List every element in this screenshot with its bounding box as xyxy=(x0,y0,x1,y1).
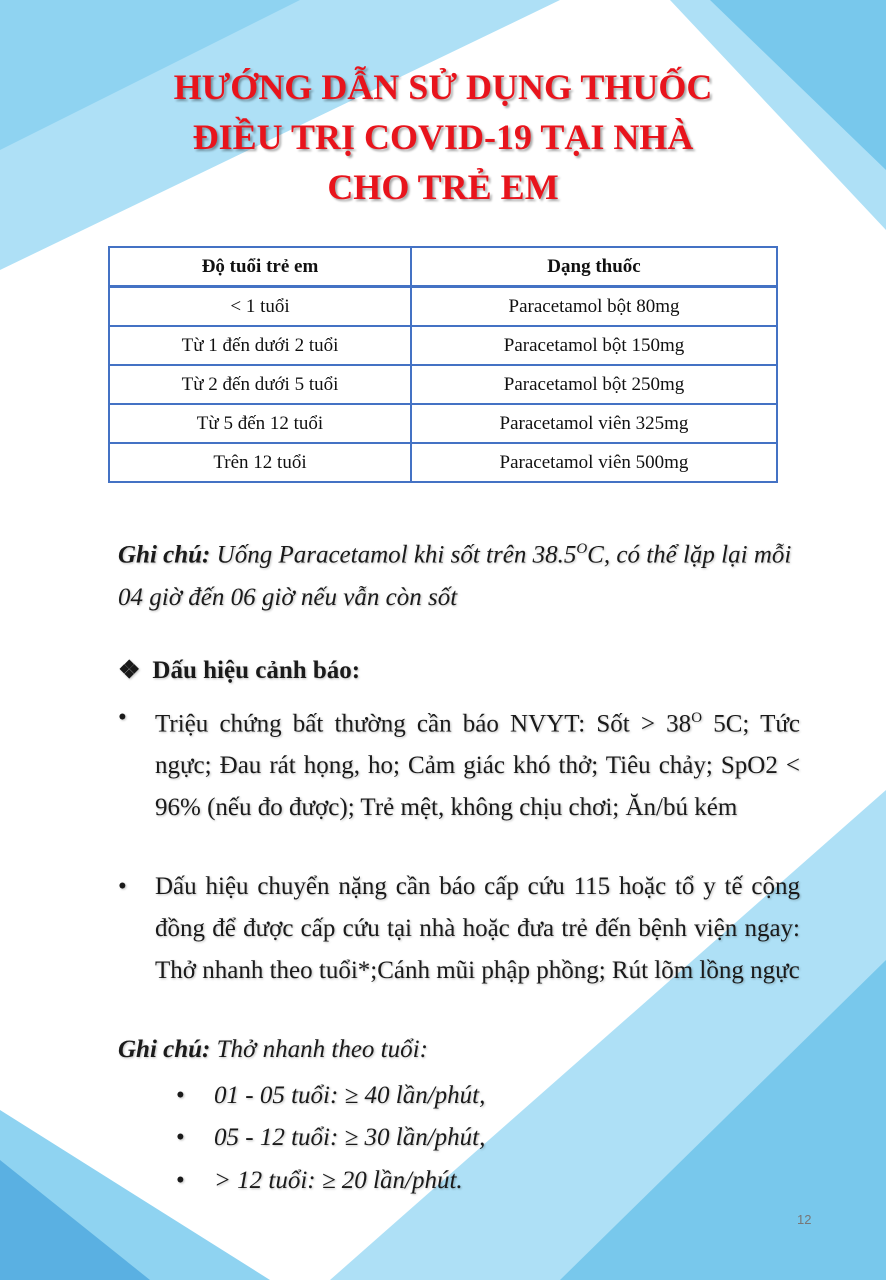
cell-age: < 1 tuổi xyxy=(109,287,411,327)
warning-heading xyxy=(118,655,360,685)
note-text-after: C, có thể lặp lại mỗi 04 giờ đến 06 giờ nếu vẫn còn sốt xyxy=(118,541,792,612)
degree-sup: O xyxy=(576,541,588,557)
table-header-row xyxy=(109,247,777,287)
title-line-2: ĐIỀU TRỊ COVID-19 TẠI NHÀ xyxy=(192,117,694,157)
title-line-3: CHO TRẺ EM xyxy=(327,167,559,207)
cell-age: Từ 2 đến dưới 5 tuổi xyxy=(109,365,411,404)
header-age: Độ tuổi trẻ em xyxy=(109,247,411,287)
cell-form: Paracetamol viên 500mg xyxy=(411,443,777,482)
bullet-dot-icon: • xyxy=(176,1124,185,1151)
title-line-1: HƯỚNG DẪN SỬ DỤNG THUỐC xyxy=(173,67,713,107)
cell-form: Paracetamol viên 325mg xyxy=(411,404,777,443)
bullet-dot-icon: • xyxy=(176,1082,185,1109)
dosage-table xyxy=(108,246,778,483)
note-label: Ghi chú: xyxy=(118,1036,211,1063)
note-label: Ghi chú: xyxy=(118,541,211,569)
table-row xyxy=(109,326,777,365)
cell-form: Paracetamol bột 250mg xyxy=(411,365,777,404)
table-row xyxy=(109,404,777,443)
cell-age: Từ 1 đến dưới 2 tuổi xyxy=(109,326,411,365)
cell-age: Trên 12 tuổi xyxy=(109,443,411,482)
fever-note xyxy=(118,528,798,619)
warning-bullet-2 xyxy=(118,866,800,992)
cell-form: Paracetamol bột 150mg xyxy=(411,326,777,365)
note-text: Thở nhanh theo tuổi: xyxy=(210,1036,428,1063)
bullet-2-text: Dấu hiệu chuyển nặng cần báo cấp cứu 115 hoặc tổ y tế cộng đồng để được cấp cứu tại nhà hoặc đưa trẻ đến bệnh viện ngay: Thở nhanh theo tuổi*;Cánh mũi phập phồng; Rút lõm lồng ngực xyxy=(155,873,800,984)
breathing-item xyxy=(176,1124,485,1152)
table-row xyxy=(109,287,777,327)
table-row xyxy=(109,443,777,482)
page-title xyxy=(0,62,886,212)
warning-bullet-1 xyxy=(118,697,800,829)
bullet-dot-icon: • xyxy=(118,873,127,900)
bullet-1-before: Triệu chứng bất thường cần báo NVYT: Sốt > 38 xyxy=(155,710,692,738)
diamond-bullet-icon: ❖ xyxy=(118,657,141,684)
breathing-item-text: 05 - 12 tuổi: ≥ 30 lần/phút, xyxy=(214,1124,486,1151)
breathing-note xyxy=(118,1036,428,1064)
degree-sup: O xyxy=(691,710,703,726)
breathing-item xyxy=(176,1167,463,1195)
bullet-1-text xyxy=(155,697,800,829)
warning-heading-text: Dấu hiệu cảnh báo: xyxy=(152,657,361,684)
breathing-item xyxy=(176,1082,485,1110)
cell-form: Paracetamol bột 80mg xyxy=(411,287,777,327)
breathing-item-text: > 12 tuổi: ≥ 20 lần/phút. xyxy=(214,1167,463,1194)
bullet-dot-icon: • xyxy=(118,704,127,731)
header-form: Dạng thuốc xyxy=(411,247,777,287)
page-number: 12 xyxy=(797,1212,812,1227)
note-text-before: Uống Paracetamol khi sốt trên 38.5 xyxy=(210,541,577,569)
bullet-dot-icon: • xyxy=(176,1167,185,1194)
table-row xyxy=(109,365,777,404)
bullet-1-after: 5C; Tức ngực; Đau rát họng, ho; Cảm giác khó thở; Tiêu chảy; SpO2 < 96% (nếu đo được); Trẻ mệt, không chịu chơi; Ăn/bú kém xyxy=(155,710,800,822)
breathing-item-text: 01 - 05 tuổi: ≥ 40 lần/phút, xyxy=(214,1082,486,1109)
cell-age: Từ 5 đến 12 tuổi xyxy=(109,404,411,443)
